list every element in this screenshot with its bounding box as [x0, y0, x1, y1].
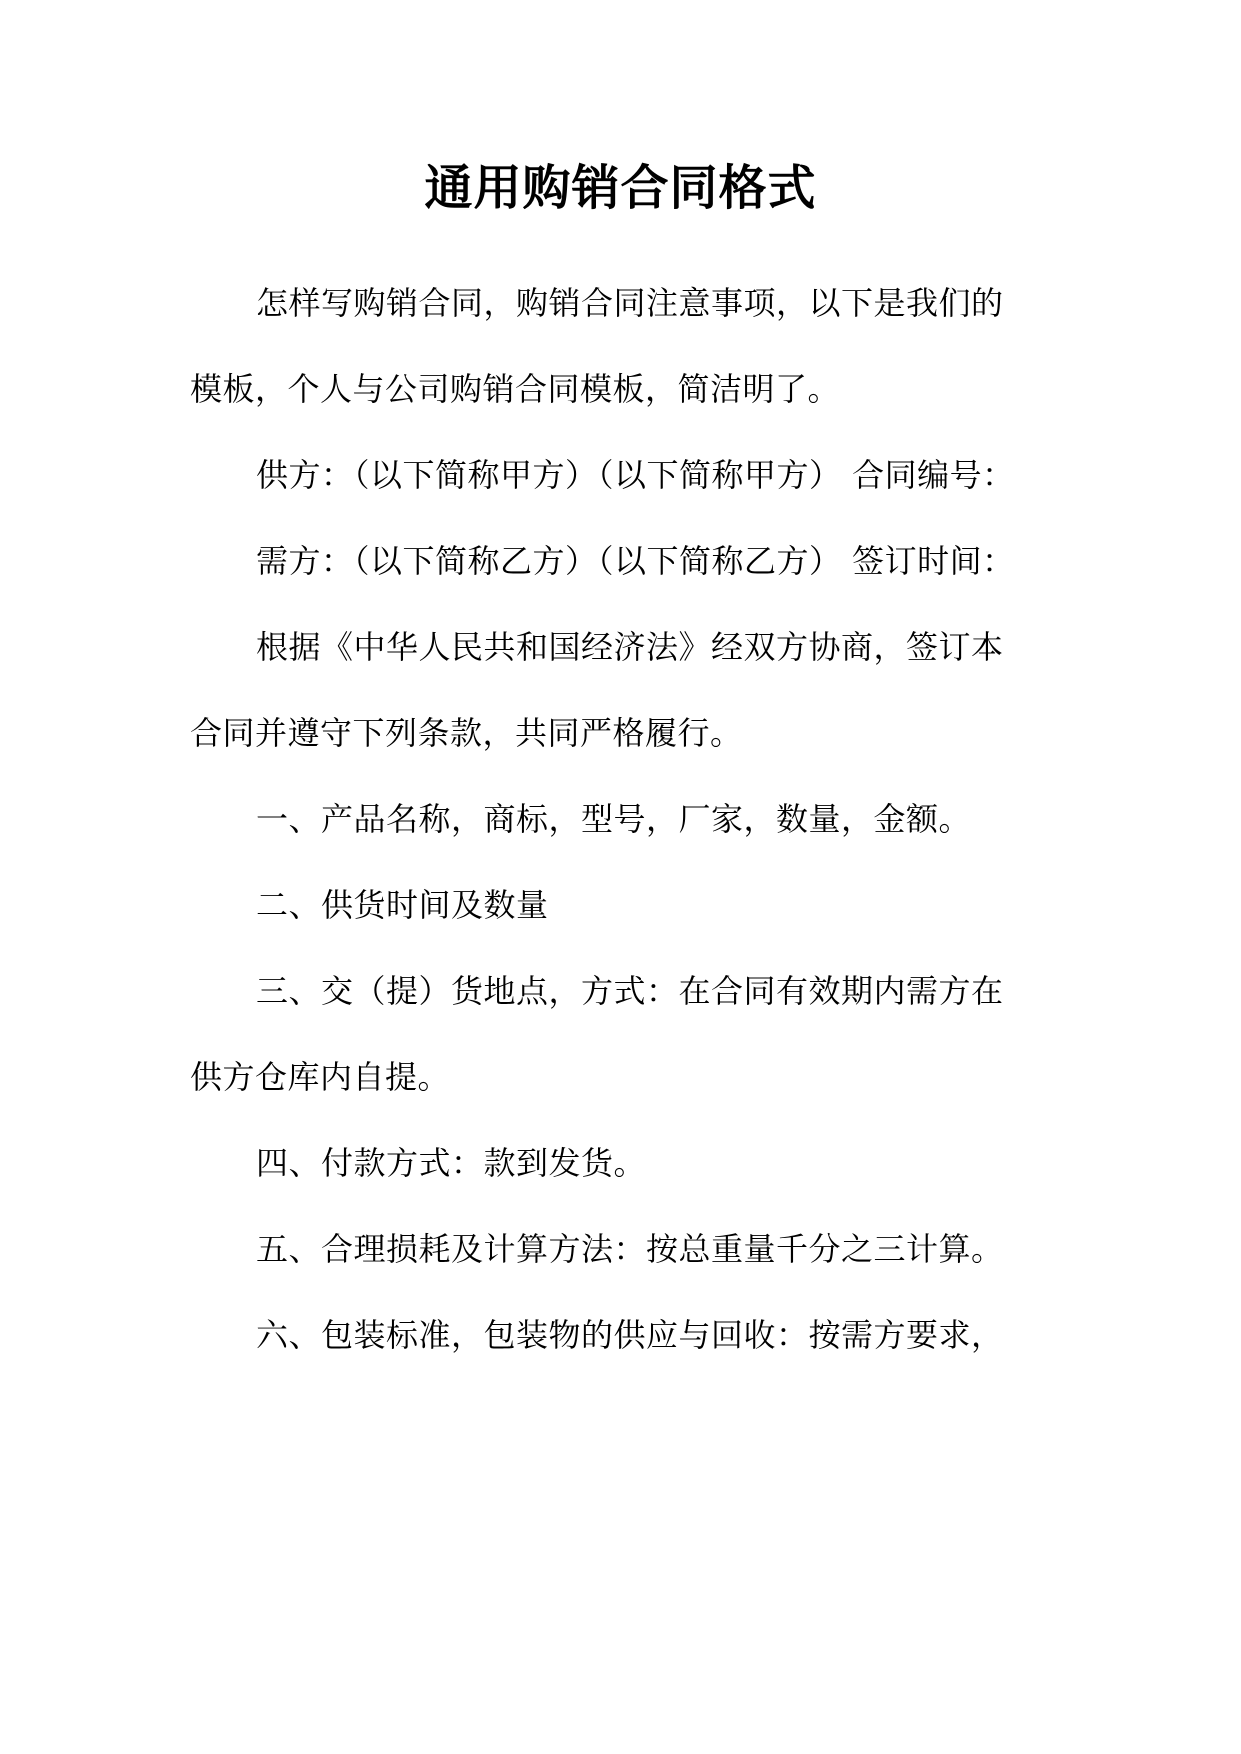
- paragraph-line-3: 供方：（以下简称甲方）（以下简称甲方） 合同编号：: [256, 456, 1015, 494]
- paragraph-line-4: 需方：（以下简称乙方）（以下简称乙方） 签订时间：: [256, 542, 1015, 580]
- paragraph-line-9: 三、交（提）货地点，方式：在合同有效期内需方在: [256, 972, 1004, 1010]
- paragraph-line-8: 二、供货时间及数量: [256, 886, 549, 924]
- paragraph-line-6: 合同并遵守下列条款，共同严格履行。: [190, 714, 743, 752]
- paragraph-line-10: 供方仓库内自提。: [190, 1058, 451, 1096]
- paragraph-line-1: 怎样写购销合同，购销合同注意事项，以下是我们的: [256, 284, 1004, 322]
- document-title: 通用购销合同格式: [424, 160, 817, 216]
- paragraph-line-7: 一、产品名称，商标，型号，厂家，数量，金额。: [256, 800, 972, 838]
- paragraph-line-13: 六、包装标准，包装物的供应与回收：按需方要求，: [256, 1316, 1004, 1354]
- paragraph-line-12: 五、合理损耗及计算方法：按总重量千分之三计算。: [256, 1230, 1004, 1268]
- paragraph-line-5: 根据《中华人民共和国经济法》经双方协商，签订本: [256, 628, 1004, 666]
- paragraph-line-11: 四、付款方式：款到发货。: [256, 1144, 647, 1182]
- paragraph-line-2: 模板，个人与公司购销合同模板，简洁明了。: [190, 370, 841, 408]
